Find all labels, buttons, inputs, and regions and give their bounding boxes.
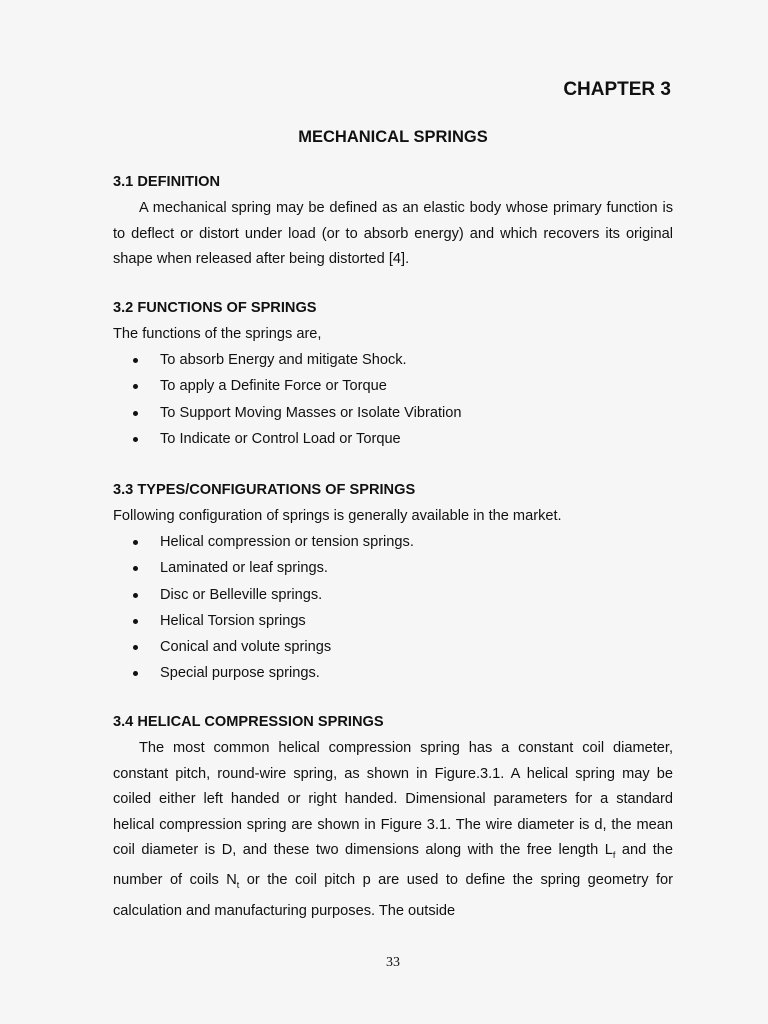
- chapter-label: CHAPTER 3: [563, 79, 671, 100]
- definition-text: A mechanical spring may be defined as an elastic body whose primary function is to deflect or distort under load (or to absorb energy) and which recovers its original shape when released after being distorted [4].: [113, 200, 673, 267]
- types-intro: Following configuration of springs is generally available in the market.: [113, 508, 562, 524]
- bullet-icon: [133, 411, 138, 416]
- list-item: Special purpose springs.: [133, 660, 414, 686]
- bullet-icon: [133, 566, 138, 571]
- list-item: Disc or Belleville springs.: [133, 582, 414, 608]
- section-heading-helical: 3.4 HELICAL COMPRESSION SPRINGS: [113, 714, 384, 730]
- section-heading-functions: 3.2 FUNCTIONS OF SPRINGS: [113, 300, 317, 316]
- types-list: [133, 529, 414, 687]
- bullet-icon: [133, 593, 138, 598]
- list-item: To absorb Energy and mitigate Shock.: [133, 347, 462, 373]
- page-number: 33: [386, 955, 400, 970]
- list-item: To Indicate or Control Load or Torque: [133, 426, 462, 452]
- list-item: Laminated or leaf springs.: [133, 555, 414, 581]
- list-item: Helical compression or tension springs.: [133, 529, 414, 555]
- list-item: To apply a Definite Force or Torque: [133, 373, 462, 399]
- helical-paragraph: The most common helical compression spring has a constant coil diameter, constant pitch, round-wire spring, as shown in Figure.3.1. A helical spring may be coiled either left handed or right handed. Dimensional parameters for a standard helical compression spring are shown in Figure 3.1. The wire diameter is d, the mean coil diameter is D, and these two dimensions along with the free length $L_f$ and the number of coils $N_t$ or the coil pitch p are used to define the spring geometry for calculation and manufacturing purposes. The outside: [113, 740, 673, 919]
- list-item: Helical Torsion springs: [133, 608, 414, 634]
- list-item: To Support Moving Masses or Isolate Vibration: [133, 400, 462, 426]
- bullet-icon: [133, 671, 138, 676]
- bullet-icon: [133, 645, 138, 650]
- bullet-icon: [133, 619, 138, 624]
- functions-list: [133, 347, 462, 452]
- definition-paragraph: [113, 196, 673, 273]
- list-item: Conical and volute springs: [133, 634, 414, 660]
- bullet-icon: [133, 437, 138, 442]
- bullet-icon: [133, 540, 138, 545]
- section-heading-definition: 3.1 DEFINITION: [113, 174, 221, 190]
- functions-intro: The functions of the springs are,: [113, 326, 322, 342]
- bullet-icon: [133, 384, 138, 389]
- section-heading-types: 3.3 TYPES/CONFIGURATIONS OF SPRINGS: [113, 482, 416, 498]
- chapter-title: MECHANICAL SPRINGS: [298, 128, 488, 146]
- bullet-icon: [133, 358, 138, 363]
